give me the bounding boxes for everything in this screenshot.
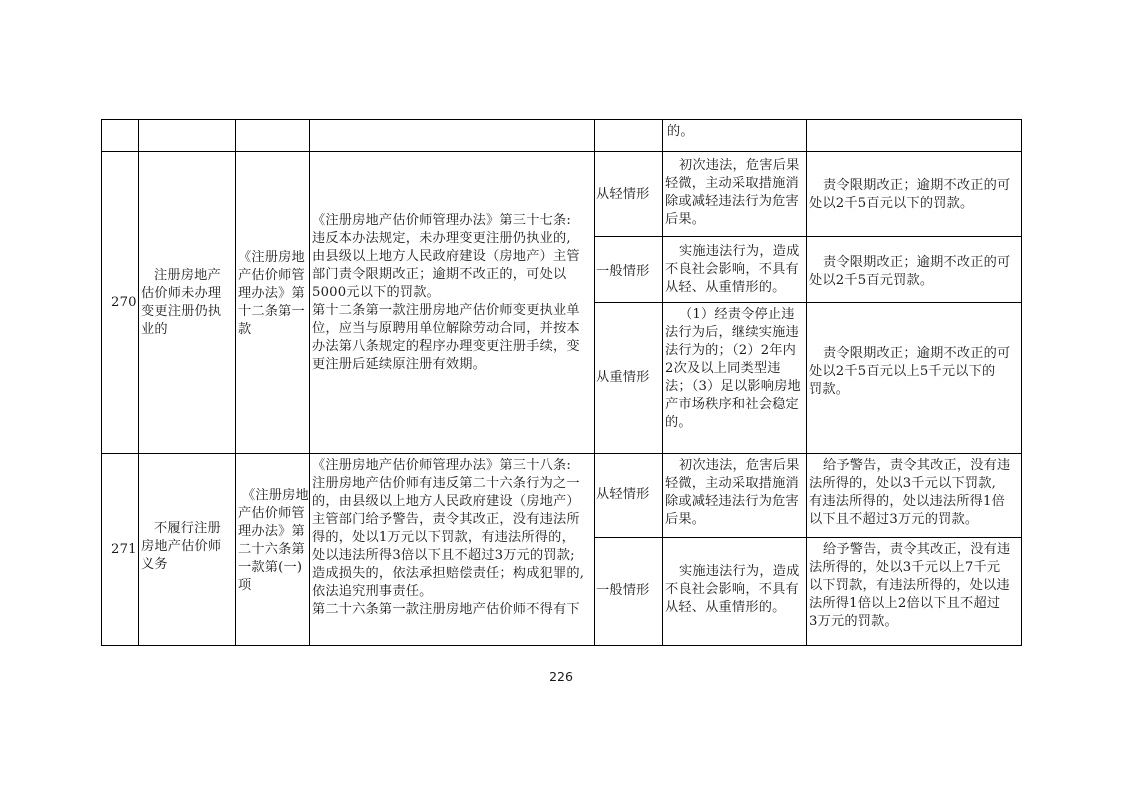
severity-condition [665,243,800,297]
text-line: 从重情形 [596,370,650,385]
penalty [809,457,1010,529]
severity-label [596,263,650,281]
table-rule [101,151,1021,152]
table-rule [594,302,1021,303]
text-line: 理办法》第 [238,286,305,301]
text-line: 实施违法行为，造成 [679,564,800,579]
text-line: 项 [238,578,252,593]
legal-text [312,457,584,619]
text-line: 法所得的，处以3千元以上7千元 [809,560,1001,575]
text-line: 的。 [667,124,694,139]
text-line: 有违法所得的，处以违法所得1倍 [809,494,1006,509]
text-line: 位，应当与原聘用单位解除劳动合同，并按本 [312,321,580,336]
text-line: 除或减轻违法行为危害 [665,194,799,209]
text-line: 责令限期改正；逾期不改正的可 [823,255,1011,270]
table-rule [101,119,1021,120]
row-number [111,541,137,559]
text-line: 主管部门给予警告，责令其改正，没有违法所 [312,512,580,527]
violation-name [141,267,221,339]
text-line: 不良社会影响，不具有 [665,262,799,277]
table-rule [101,645,1021,646]
carry-over-condition [667,123,694,141]
text-line: 责令限期改正；逾期不改正的可 [823,178,1011,193]
text-line: 以下罚款，有违法所得的，处以违 [809,578,1010,593]
text-line: 注册房地产 [154,268,221,283]
page-number: 226 [549,669,573,684]
text-line: 的。 [665,415,692,430]
text-line: 十二条第一 [238,304,305,319]
table-rule [101,453,1021,454]
text-line: 业的 [141,322,168,337]
text-line: 从轻情形 [596,187,650,202]
table-rule [594,537,1021,538]
severity-condition [665,563,800,617]
text-line: 从轻情形 [596,487,650,502]
text-line: 《注册房地 [242,488,309,503]
table-rule [662,119,663,646]
text-line: 造成损失的，依法承担赔偿责任；构成犯罪的, [312,566,585,581]
text-line: 一般情形 [596,583,650,598]
text-line: 以下且不超过3万元的罚款。 [809,512,979,527]
text-line: 法行为后，继续实施违 [665,325,799,340]
text-line: 后果。 [665,212,706,227]
text-line: 违反本办法规定，未办理变更注册仍执业的, [312,231,571,246]
table-rule [101,119,102,646]
table-rule [235,119,236,646]
penalty [809,541,1010,631]
text-line: 一款第(一) [238,560,303,575]
text-line: 产估价师管 [238,268,305,283]
text-line: 270 [111,295,137,310]
text-line: 3万元的罚款。 [809,614,898,629]
text-line: （1）经责令停止违 [679,307,795,322]
table-rule [138,119,139,646]
text-line: 法所得的，处以3千元以下罚款, [809,476,997,491]
text-line: 2次及以上同类型违 [665,361,781,376]
text-line: 法；（3）足以影响房地 [665,379,801,394]
text-line: 房地产估价师 [141,539,222,554]
text-line: 一般情形 [596,264,650,279]
text-line: 后果。 [665,512,706,527]
severity-label [596,486,650,504]
text-line: 处以2千5百元罚款。 [809,273,934,288]
text-line: 轻微，主动采取措施消 [665,476,799,491]
severity-condition [665,457,800,529]
text-line: 给予警告，责令其改正，没有违 [823,542,1011,557]
text-line: 依法追究刑事责任。 [312,584,433,599]
text-line: 从轻、从重情形的。 [665,280,786,295]
legal-basis [238,249,305,339]
text-line: 给予警告，责令其改正，没有违 [823,458,1011,473]
text-line: 办法第八条规定的程序办理变更注册手续，变 [312,339,580,354]
severity-label [596,582,650,600]
text-line: 义务 [141,557,168,572]
text-line: 轻微，主动采取措施消 [665,176,799,191]
severity-condition [665,306,801,432]
text-line: 由县级以上地方人民政府建设（房地产）主管 [312,249,580,264]
text-line: 不履行注册 [154,521,221,536]
penalty [809,177,1010,213]
row-number [111,294,137,312]
text-line: 款 [238,322,252,337]
text-line: 第二十六条第一款注册房地产估价师不得有下 [312,602,580,617]
text-line: 《注册房地产估价师管理办法》第三十八条: [312,458,572,473]
table-rule [594,236,1021,237]
text-line: 除或减轻违法行为危害 [665,494,799,509]
text-line: 更注册后延续原注册有效期。 [312,357,487,372]
legal-text [312,212,580,374]
text-line: 第十二条第一款注册房地产估价师变更执业单 [312,303,580,318]
text-line: 《注册房地产估价师管理办法》第三十七条: [312,213,572,228]
text-line: 法所得1倍以上2倍以下且不超过 [809,596,1001,611]
text-line: 法行为的；（2）2年内 [665,343,797,358]
text-line: 处以2千5百元以下的罚款。 [809,196,974,211]
text-line: 产估价师管 [238,506,305,521]
table-rule [1021,119,1022,646]
legal-basis [238,487,309,595]
text-line: 产市场秩序和社会稳定 [665,397,799,412]
penalty [809,254,1010,290]
text-line: 部门责令限期改正；逾期不改正的，可处以 [312,267,567,282]
text-line: 理办法》第 [238,524,305,539]
text-line: 责令限期改正；逾期不改正的可 [823,346,1011,361]
text-line: 实施违法行为，造成 [679,244,800,259]
text-line: 注册房地产估价师有违反第二十六条行为之一 [312,476,580,491]
table-rule [594,119,595,646]
text-line: 《注册房地 [238,250,305,265]
text-line: 罚款。 [809,382,850,397]
severity-label [596,186,650,204]
table-rule [309,119,310,646]
text-line: 估价师未办理 [141,286,222,301]
violation-name [141,520,221,574]
text-line: 不良社会影响，不具有 [665,582,799,597]
text-line: 271 [111,542,137,557]
text-line: 二十六条第 [238,542,305,557]
text-line: 处以违法所得3倍以下且不超过3万元的罚款; [312,548,575,563]
penalty [809,345,1010,399]
severity-condition [665,157,800,229]
text-line: 得的，处以1万元以下罚款，有违法所得的， [312,530,575,545]
text-line: 初次违法，危害后果 [679,158,800,173]
text-line: 处以2千5百元以上5千元以下的 [809,364,996,379]
text-line: 从轻、从重情形的。 [665,600,786,615]
text-line: 的，由县级以上地方人民政府建设（房地产） [312,494,580,509]
text-line: 5000元以下的罚款。 [312,285,441,300]
severity-label [596,369,650,387]
table-rule [806,119,807,646]
text-line: 初次违法，危害后果 [679,458,800,473]
text-line: 变更注册仍执 [141,304,222,319]
